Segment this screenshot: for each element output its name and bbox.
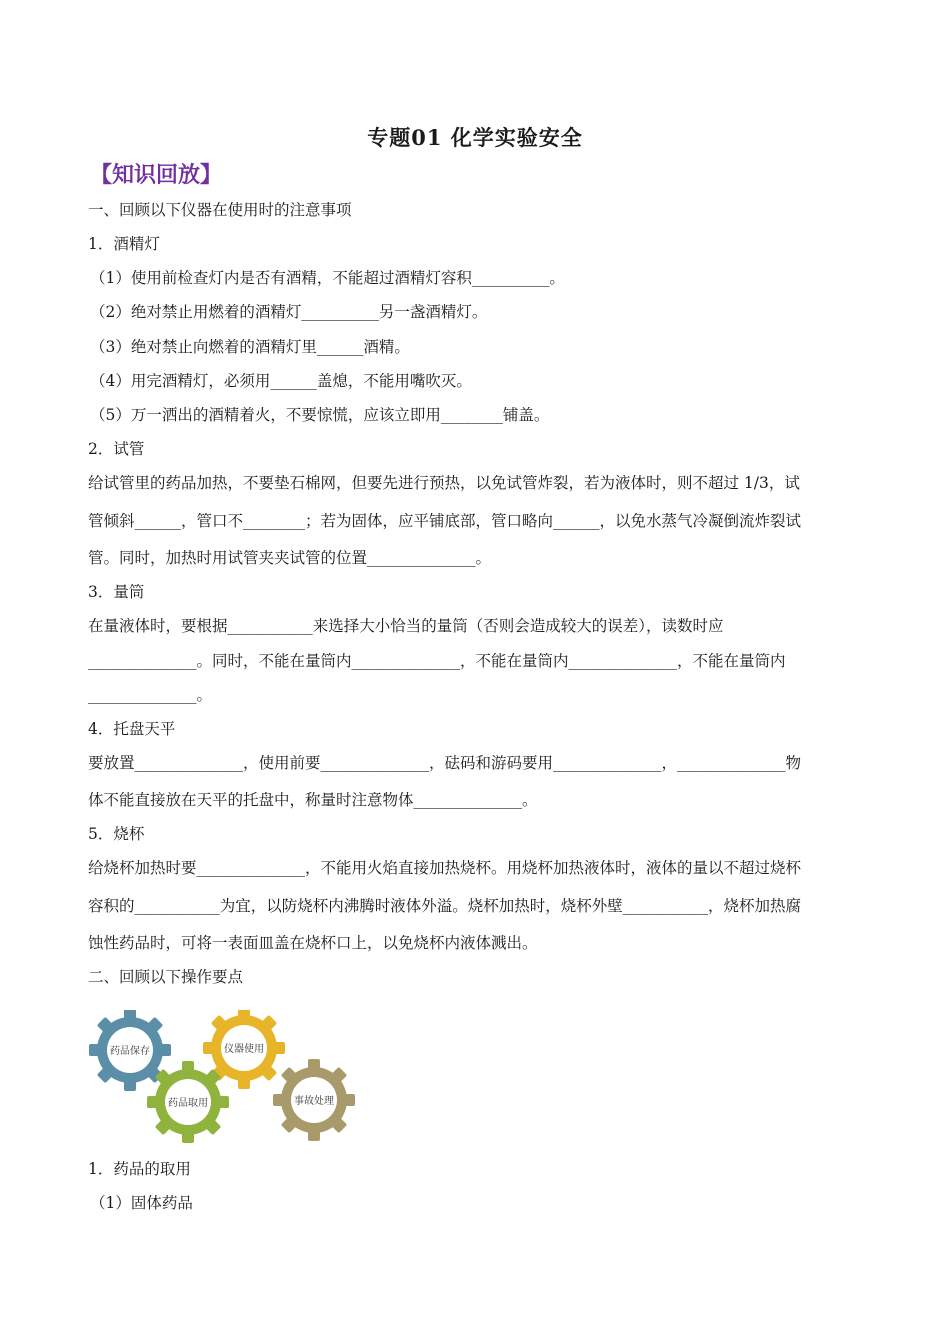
beaker-line-3: 蚀性药品时，可将一表面皿盖在烧杯口上，以免烧杯内液体溅出。	[88, 934, 538, 952]
balance-heading: 4．托盘天平	[88, 720, 176, 738]
section-tag: 【知识回放】	[90, 163, 223, 188]
gear-accident-label: 事故处理	[294, 1096, 334, 1107]
lamp-item-2: （2）绝对禁止用燃着的酒精灯__________另一盏酒精灯。	[90, 303, 488, 321]
balance-line-2: 体不能直接放在天平的托盘中，称量时注意物体______________。	[88, 791, 538, 809]
gear-accident	[273, 1059, 355, 1141]
operation-gears-diagram	[86, 1010, 356, 1145]
beaker-heading: 5．烧杯	[88, 825, 145, 843]
page-title: 专题01 化学实验安全	[367, 125, 583, 150]
solid-drugs-item: （1）固体药品	[90, 1194, 193, 1212]
lamp-item-3: （3）绝对禁止向燃着的酒精灯里______酒精。	[90, 338, 410, 356]
cylinder-line-3: ______________。	[88, 686, 213, 704]
balance-line-1: 要放置______________，使用前要______________，砝码和游码要用______________，______________物	[88, 754, 802, 772]
lamp-item-4: （4）用完酒精灯，必须用______盖熄，不能用嘴吹灭。	[90, 372, 472, 390]
cylinder-line-2: ______________。同时，不能在量筒内______________，不能在量筒内______________，不能在量筒内	[88, 652, 786, 670]
lamp-item-5: （5）万一洒出的酒精着火，不要惊慌，应该立即用________铺盖。	[90, 406, 550, 424]
beaker-line-1: 给烧杯加热时要______________，不能用火焰直接加热烧杯。用烧杯加热液体时，液体的量以不超过烧杯	[88, 859, 802, 877]
beaker-line-2: 容积的___________为宜，以防烧杯内沸腾时液体外溢。烧杯加热时，烧杯外壁___________，烧杯加热腐	[88, 897, 802, 915]
gear-taking	[147, 1061, 229, 1143]
cylinder-line-1: 在量液体时，要根据___________来选择大小恰当的量筒（否则会造成较大的误差），读数时应	[88, 617, 724, 635]
tube-line-2: 管倾斜______，管口不________；若为固体，应平铺底部，管口略向______，以免水蒸气冷凝倒流炸裂试	[88, 512, 802, 530]
part2-heading: 二、回顾以下操作要点	[88, 968, 244, 986]
gear-storage-label: 药品保存	[110, 1046, 150, 1057]
tube-line-1: 给试管里的药品加热，不要垫石棉网，但要先进行预热，以免试管炸裂，若为液体时，则不超过 1/3，试	[88, 474, 800, 492]
lamp-item-1: （1）使用前检查灯内是否有酒精，不能超过酒精灯容积__________。	[90, 269, 565, 287]
part1-heading: 一、回顾以下仪器在使用时的注意事项	[88, 201, 352, 219]
tube-heading: 2．试管	[88, 440, 145, 458]
tube-line-3: 管。同时，加热时用试管夹夹试管的位置______________。	[88, 549, 492, 567]
taking-heading: 1．药品的取用	[88, 1160, 191, 1178]
gear-instrument-use-label: 仪器使用	[224, 1044, 264, 1055]
gear-taking-label: 药品取用	[168, 1098, 208, 1109]
cylinder-heading: 3．量筒	[88, 583, 145, 601]
lamp-heading: 1．酒精灯	[88, 235, 160, 253]
